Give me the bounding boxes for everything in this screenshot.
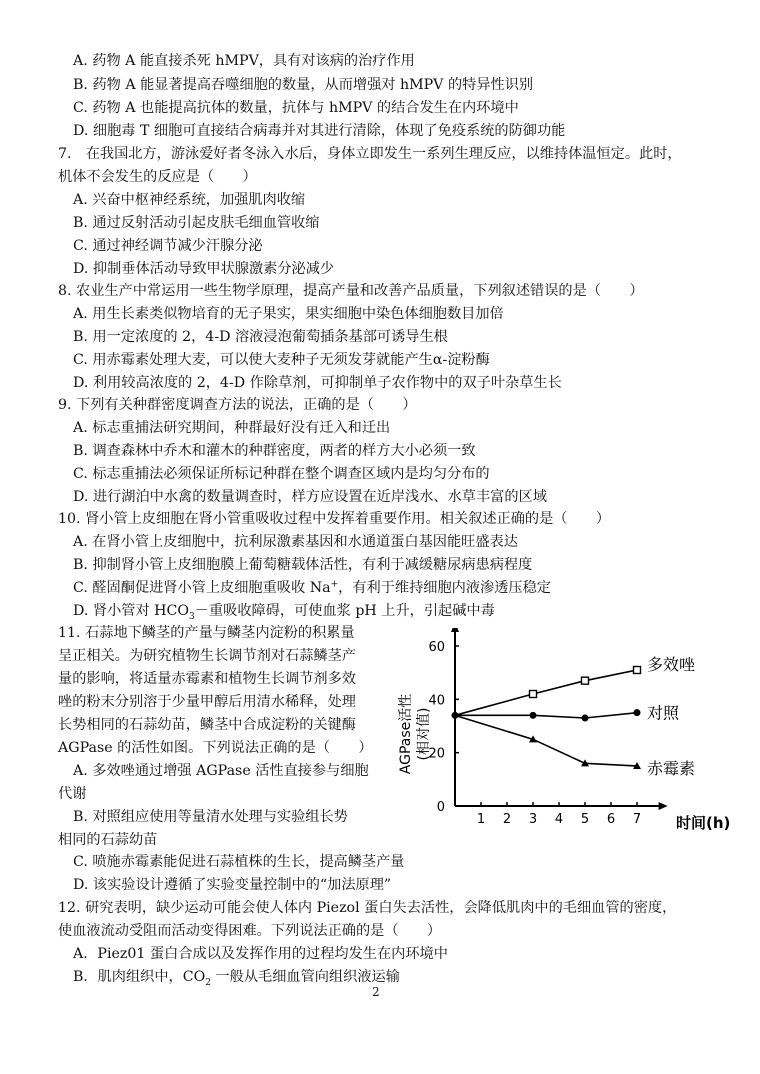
q8-option-a: A. 用生长素类似物培育的无子果实，果实细胞中染色体细胞数目加倍 — [73, 306, 504, 322]
q10-option-d-text: D. 肾小管对 HCO — [73, 603, 190, 619]
q12-option-b-text2: 一般从毛细血管向组织液运输 — [210, 969, 400, 985]
q7-stem-line2: 机体不会发生的反应是（ ） — [58, 169, 257, 185]
sodium-charge: + — [330, 579, 339, 590]
data-point — [582, 715, 589, 722]
q11-option-b-cont: 相同的石蒜幼苗 — [58, 832, 158, 848]
x-tick-label: 3 — [528, 812, 538, 827]
series-line — [455, 713, 637, 718]
y-axis-label: AGPase活性 — [398, 693, 414, 775]
series-label: 多效唑 — [647, 655, 696, 674]
q12-stem-line2: 使血液流动受阻而活动变得困难。下列说法正确的是（ ） — [58, 923, 442, 939]
q9-option-b: B. 调查森林中乔木和灌木的种群密度，两者的样方大小必须一致 — [73, 443, 476, 459]
x-axis-label: 时间(h) — [676, 814, 730, 832]
q10-option-a: A. 在肾小管上皮细胞中，抗利尿激素基因和水通道蛋白基因能旺盛表达 — [73, 534, 518, 550]
q11-line: 长势相同的石蒜幼苗，鳞茎中合成淀粉的关键酶 — [58, 717, 356, 733]
q10-option-c — [73, 579, 551, 597]
q11-option-a-cont: 代谢 — [58, 786, 87, 802]
page-number: 2 — [372, 985, 380, 999]
data-point — [634, 709, 641, 716]
q9-option-c: C. 标志重捕法必须保证所标记种群在整个调查区域内是均匀分布的 — [73, 466, 490, 482]
y-tick-label: 20 — [428, 746, 445, 762]
q10-option-b: B. 抑制肾小管上皮细胞膜上葡萄糖载体活性，有利于减缓糖尿病患病程度 — [73, 557, 533, 573]
q10-option-d — [73, 602, 495, 620]
q9-stem: 9. 下列有关种群密度调查方法的说法，正确的是（ ） — [58, 397, 417, 413]
q6-option-d: D. 细胞毒 T 细胞可直接结合病毒并对其进行清除，体现了免疫系统的防御功能 — [73, 123, 566, 139]
co2-subscript: 2 — [205, 977, 211, 988]
series-label: 对照 — [647, 703, 680, 723]
q11-line: 量的影响，将适量赤霉素和植物生长调节剂多效 — [58, 671, 356, 687]
q12-stem-line1: 12. 研究表明，缺少运动可能会使人体内 Piezol 蛋白失去活性，会降低肌肉中的毛细血管的密度， — [58, 900, 677, 916]
q8-option-d: D. 利用较高浓度的 2，4-D 作除草剂，可抑制单子农作物中的双子叶杂草生长 — [73, 375, 562, 391]
q6-option-c: C. 药物 A 也能提高抗体的数量，抗体与 hMPV 的结合发生在内环境中 — [73, 100, 519, 116]
x-tick-label: 2 — [502, 812, 512, 827]
q11-line: 唑的粉末分别溶于少量甲醇后用清水稀释，处理 — [58, 694, 356, 710]
q12-option-b-text: B．肌肉组织中，CO — [73, 969, 206, 985]
q11-line: 11. 石蒜地下鳞茎的产量与鳞茎内淀粉的积累量 — [58, 625, 355, 641]
y-tick-label: 40 — [428, 693, 445, 709]
q8-stem: 8. 农业生产中常运用一些生物学原理，提高产量和改善产品质量，下列叙述错误的是（ ） — [58, 283, 644, 299]
q6-option-a: A. 药物 A 能直接杀死 hMPV，具有对该病的治疗作用 — [73, 53, 415, 69]
q9-option-d: D. 进行湖泊中水禽的数量调查时，样方应设置在近岸浅水、水草丰富的区域 — [73, 489, 547, 505]
x-axis-arrow — [659, 802, 668, 810]
q10-option-c-text: C. 醛固酮促进肾小管上皮细胞重吸收 Na — [73, 580, 331, 596]
q8-option-b: B. 用一定浓度的 2，4-D 溶液浸泡葡萄插条基部可诱导生根 — [73, 329, 448, 345]
x-tick-label: 7 — [632, 812, 642, 827]
x-tick-label: 5 — [580, 812, 590, 827]
q12-option-a: A．Piez01 蛋白合成以及发挥作用的过程均发生在内环境中 — [73, 946, 448, 962]
data-point — [530, 691, 537, 698]
agpase-activity-chart — [390, 628, 730, 846]
q7-stem-line1: 7. 在我国北方，游泳爱好者冬泳入水后，身体立即发生一系列生理反应，以维持体温恒定。此时， — [58, 146, 682, 162]
q11-option-d: D. 该实验设计遵循了实验变量控制中的“加法原理” — [73, 877, 392, 893]
q11-option-c: C. 喷施赤霉素能促进石蒜植株的生长，提高鳞茎产量 — [73, 854, 405, 870]
q11-line: 呈正相关。为研究植物生长调节剂对石蒜鳞茎产 — [58, 648, 356, 664]
y-tick-label: 0 — [436, 800, 445, 815]
q10-option-c-text2: ，有利于维持细胞内液渗透压稳定 — [338, 580, 551, 596]
data-point — [530, 712, 537, 719]
q7-option-a: A. 兴奋中枢神经系统，加强肌肉收缩 — [73, 192, 306, 208]
q8-option-c: C. 用赤霉素处理大麦，可以使大麦种子无须发芽就能产生α-淀粉酶 — [73, 352, 490, 368]
q10-stem: 10. 肾小管上皮细胞在肾小管重吸收过程中发挥着重要作用。相关叙述正确的是（ ） — [58, 511, 611, 527]
data-point — [582, 677, 589, 684]
q7-option-b: B. 通过反射活动引起皮肤毛细血管收缩 — [73, 215, 320, 231]
q12-option-b — [73, 968, 400, 986]
series-line — [455, 715, 637, 766]
bicarbonate-subscript: 3 — [189, 611, 195, 622]
series-line — [455, 670, 637, 715]
series-label: 赤霉素 — [647, 759, 696, 778]
y-tick-label: 60 — [428, 640, 445, 655]
y-axis-arrow — [451, 628, 459, 632]
x-tick-label: 6 — [606, 812, 616, 827]
q7-option-c: C. 通过神经调节减少汗腺分泌 — [73, 238, 263, 254]
q11-line: AGPase 的活性如图。下列说法正确的是（ ） — [58, 740, 373, 756]
q6-option-b: B. 药物 A 能显著提高吞噬细胞的数量，从而增强对 hMPV 的特异性识别 — [73, 77, 534, 93]
x-tick-label: 1 — [476, 812, 486, 827]
x-tick-label: 4 — [554, 812, 564, 827]
q10-option-d-text2: －重吸收障碍，可使血浆 pH 上升，引起碱中毒 — [194, 603, 495, 619]
q9-option-a: A. 标志重捕法研究期间，种群最好没有迁入和迁出 — [73, 420, 391, 436]
data-point — [634, 667, 641, 674]
q11-option-a: A. 多效唑通过增强 AGPase 活性直接参与细胞 — [73, 763, 369, 779]
y-axis-unit-label: (相对值) — [416, 707, 432, 761]
q11-option-b: B. 对照组应使用等量清水处理与实验组长势 — [73, 809, 348, 825]
q7-option-d: D. 抑制垂体活动导致甲状腺激素分泌减少 — [73, 261, 335, 277]
